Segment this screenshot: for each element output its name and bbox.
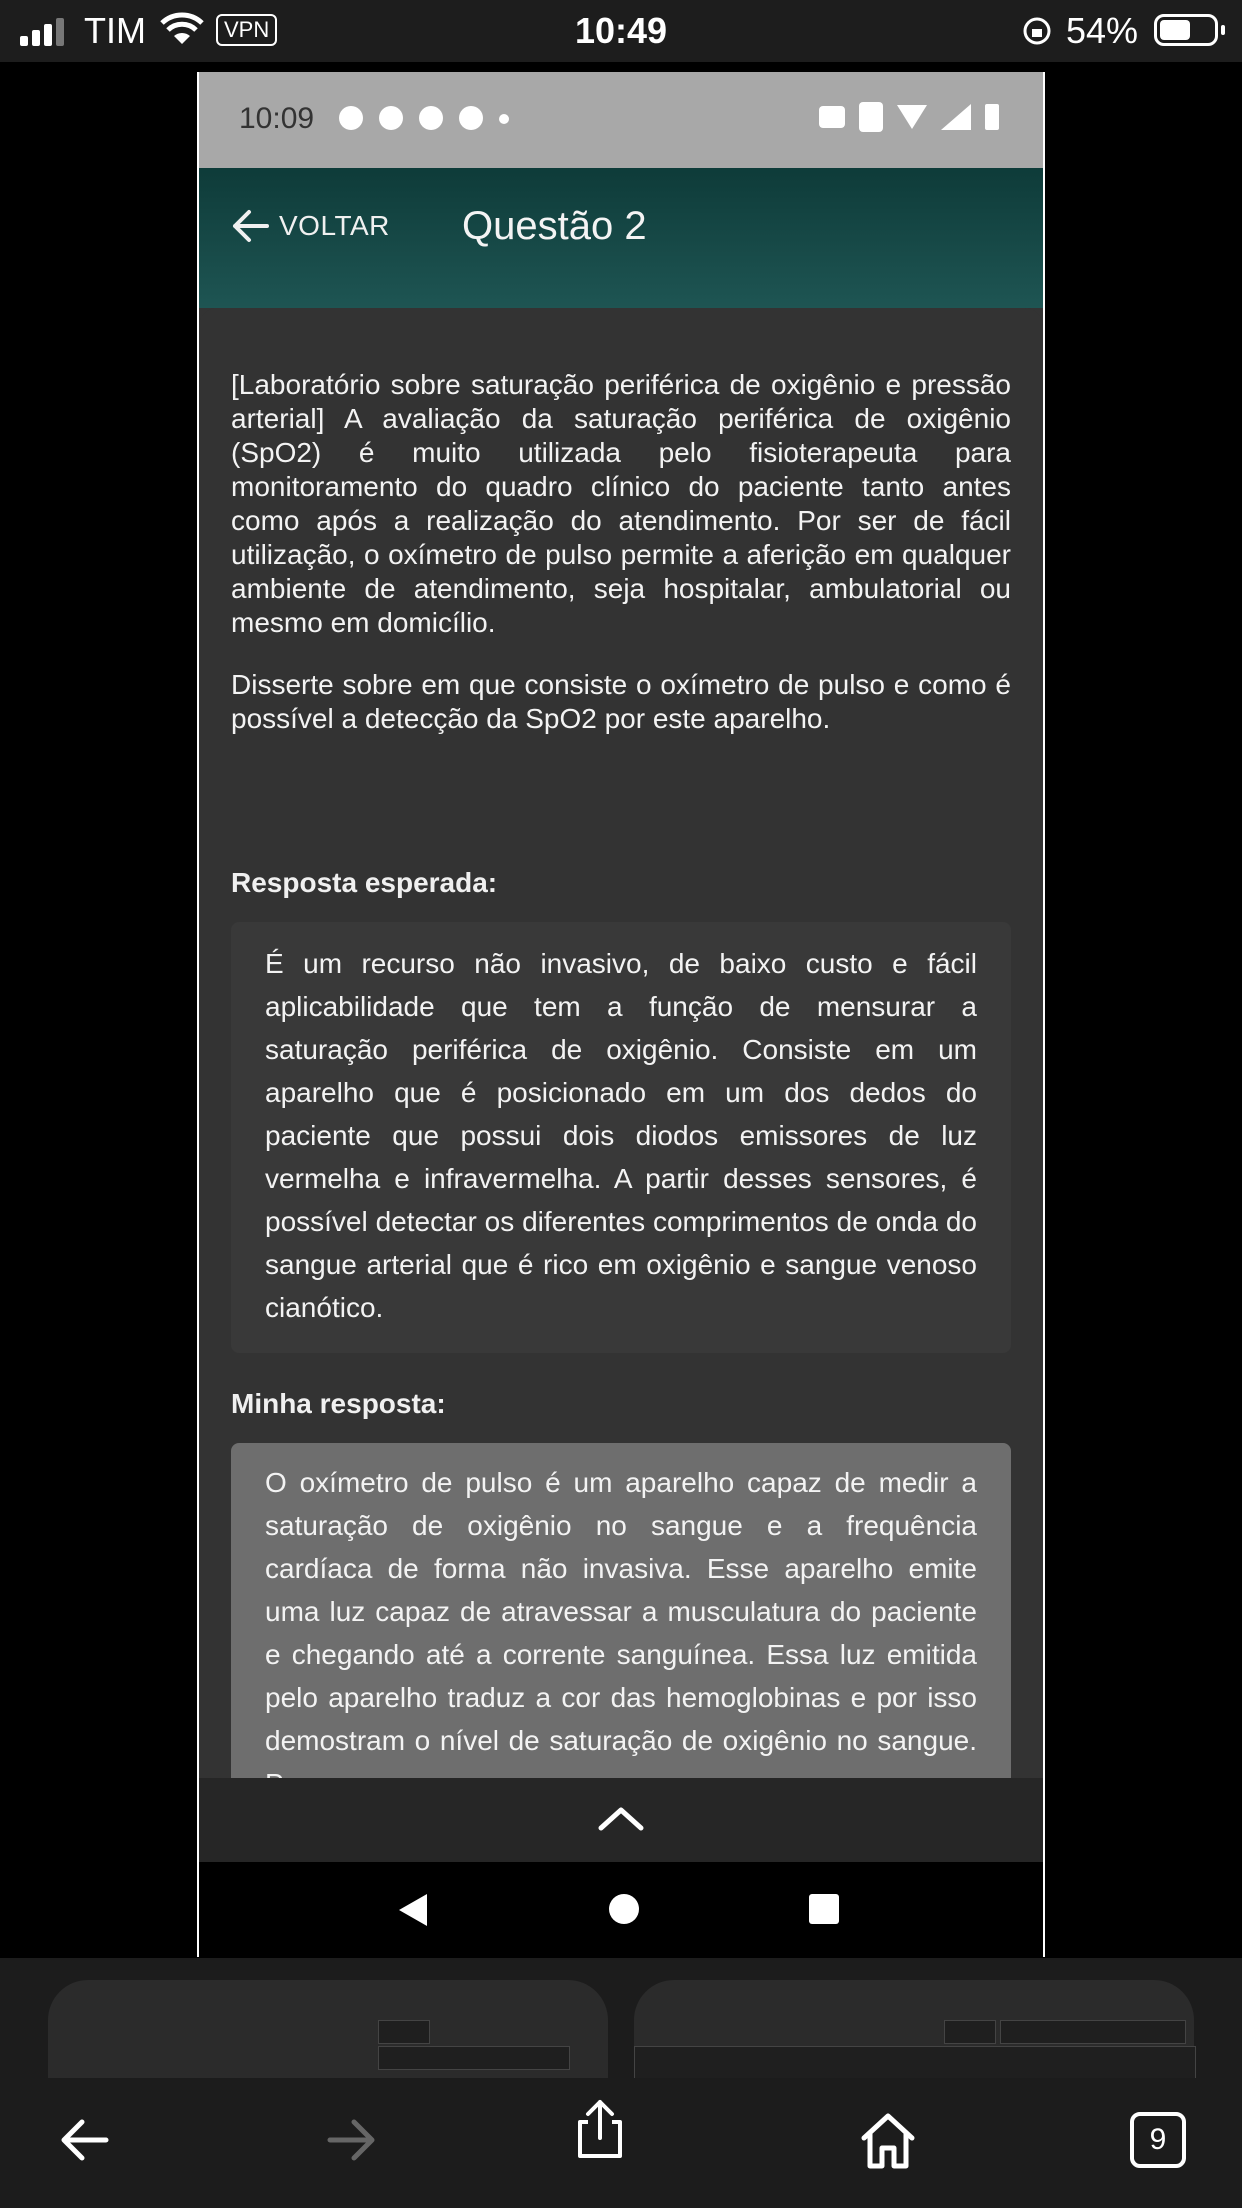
battery-icon (1154, 14, 1218, 46)
my-answer-box: O oxímetro de pulso é um aparelho capaz de medir a saturação de oxigênio no sangue e a frequência cardíaca de forma não invasiva. Esse aparelho emite uma luz capaz de atravessar a musculatura do paciente e chegando até a corrente sanguínea. Essa luz emitida pelo aparelho traduz a cor das hemoglobinas e por isso demostram o nível de saturação de oxigênio no sangue. (231, 1443, 1011, 1821)
page-title: Questão 2 (462, 204, 647, 248)
android-nav-bar (199, 1862, 1043, 1957)
vpn-badge: VPN (216, 14, 277, 46)
chrome-icon (459, 106, 483, 130)
chevron-up-icon (597, 1804, 645, 1832)
wifi-icon (897, 105, 927, 129)
arrow-left-icon (229, 208, 269, 244)
question-prompt: Disserte sobre em que consiste o oxímetro de pulso e como é possível a detecção da SpO2 por este aparelho. (231, 669, 1011, 734)
system-icons (819, 102, 999, 132)
thumbnail-detail (944, 2020, 996, 2044)
thumbnail-detail (378, 2020, 430, 2044)
app-header (199, 168, 1043, 308)
volte-icon (859, 102, 883, 132)
forward-arrow-icon[interactable] (320, 2108, 384, 2172)
browser-toolbar (0, 2078, 1242, 2208)
nav-back-icon[interactable] (399, 1894, 427, 1926)
vibrate-icon (819, 106, 845, 128)
battery-percent: 54% (1066, 10, 1139, 51)
ios-status-bar (0, 0, 1242, 62)
android-icon (379, 106, 403, 130)
my-answer-label: Minha resposta: (231, 1388, 446, 1419)
android-status-bar (199, 72, 1043, 168)
more-dot-icon (499, 114, 509, 124)
back-arrow-icon[interactable] (52, 2108, 116, 2172)
thumbnail-detail (378, 2046, 570, 2070)
tabs-count-button[interactable]: 9 (1130, 2112, 1186, 2168)
expected-answer-box: É um recurso não invasivo, de baixo custo e fácil aplicabilidade que tem a função de mensurar a saturação periférica de oxigênio. Consiste em um aparelho que é posicionado em um dos dedos do paciente que possui dois diodos emissores de luz vermelha e infravermelha. A partir desses sensores, é possível detectar os diferentes comprimentos de onda do sangue arterial que é rico em oxigênio e sangue venoso cianótico. (231, 922, 1011, 1353)
signal-icon (941, 104, 971, 130)
android-clock: 10:09 (239, 102, 315, 135)
share-icon[interactable] (568, 2098, 632, 2162)
expected-answer-label: Resposta esperada: (231, 867, 498, 898)
back-button[interactable] (229, 208, 390, 244)
tab-thumbnails (0, 1958, 1242, 2078)
rotation-lock-icon (1022, 16, 1052, 46)
question-paragraph: [Laboratório sobre saturação periférica de oxigênio e pressão arterial] A avaliação da saturação periférica de oxigênio (SpO2) é muito utilizada pelo fisioterapeuta para monitoramento do quadro clínico do paciente tanto antes como após a realização do atendimento. Por ser de fácil utilização, o oxímetro de pulso permite a aferição em qualquer ambiente de atendimento, seja hospitalar, ambulatorial ou mesmo em domicílio. (231, 369, 1011, 638)
chrome-icon (419, 106, 443, 130)
expand-panel-bar[interactable] (199, 1778, 1043, 1862)
question-card (199, 308, 1043, 1778)
thumbnail-detail (1000, 2020, 1186, 2044)
question-content (231, 368, 1011, 1821)
notification-icons (339, 106, 509, 130)
home-icon[interactable] (856, 2108, 920, 2172)
phone-screenshot (197, 72, 1045, 1957)
battery-icon (985, 104, 999, 130)
notification-icon (339, 106, 363, 130)
back-label: VOLTAR (279, 210, 390, 241)
nav-recents-icon[interactable] (809, 1894, 839, 1924)
ios-clock: 10:49 (574, 10, 668, 51)
nav-home-icon[interactable] (609, 1894, 639, 1924)
carrier-name: TIM (84, 10, 146, 51)
